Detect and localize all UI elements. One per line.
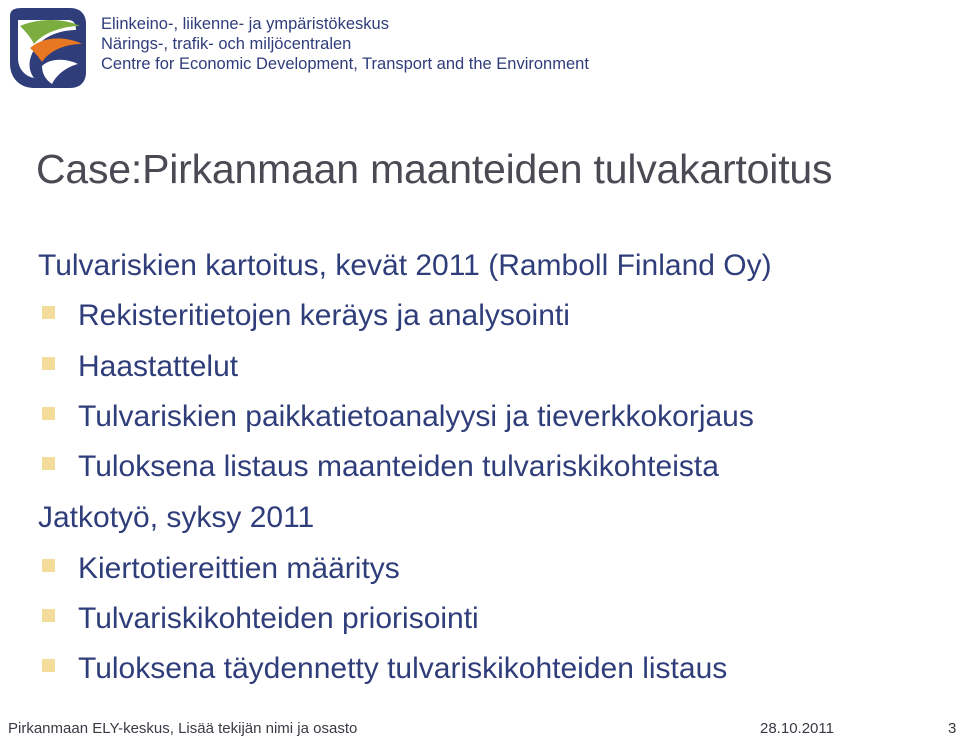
bullet-square-icon: [42, 609, 55, 622]
bullet-item: Haastattelut: [78, 350, 239, 383]
footer-date: 28.10.2011: [760, 720, 834, 737]
slide-footer: [0, 712, 960, 740]
slide-header: [0, 0, 960, 96]
ely-logo: [4, 6, 88, 90]
bullet-item: Tuloksena täydennetty tulvariskikohteiden listaus: [78, 652, 728, 685]
slide-title: Case:Pirkanmaan maanteiden tulvakartoitus: [36, 146, 833, 192]
bullet-square-icon: [42, 659, 55, 672]
section-heading: Tulvariskien kartoitus, kevät 2011 (Ramboll Finland Oy): [38, 249, 772, 282]
bullet-item: Rekisteritietojen keräys ja analysointi: [78, 299, 570, 332]
bullet-square-icon: [42, 457, 55, 470]
section-heading: Jatkotyö, syksy 2011: [38, 501, 315, 534]
bullet-item: Tulvariskien paikkatietoanalyysi ja tieverkkokorjaus: [78, 400, 754, 433]
bullet-square-icon: [42, 559, 55, 572]
bullet-square-icon: [42, 306, 55, 319]
org-name-swedish: Närings-, trafik- och miljöcentralen: [101, 35, 352, 53]
org-name-english: Centre for Economic Development, Transport and the Environment: [101, 55, 589, 73]
bullet-square-icon: [42, 407, 55, 420]
organization-names: [101, 14, 589, 74]
bullet-item: Tuloksena listaus maanteiden tulvariskikohteista: [78, 450, 719, 483]
org-name-finnish: Elinkeino-, liikenne- ja ympäristökeskus: [101, 15, 389, 33]
page-number: 3: [948, 720, 957, 737]
bullet-item: Tulvariskikohteiden priorisointi: [78, 602, 479, 635]
footer-presenter: Pirkanmaan ELY-keskus, Lisää tekijän nimi ja osasto: [8, 720, 358, 737]
bullet-item: Kiertotiereittien määritys: [78, 552, 400, 585]
bullet-square-icon: [42, 357, 55, 370]
